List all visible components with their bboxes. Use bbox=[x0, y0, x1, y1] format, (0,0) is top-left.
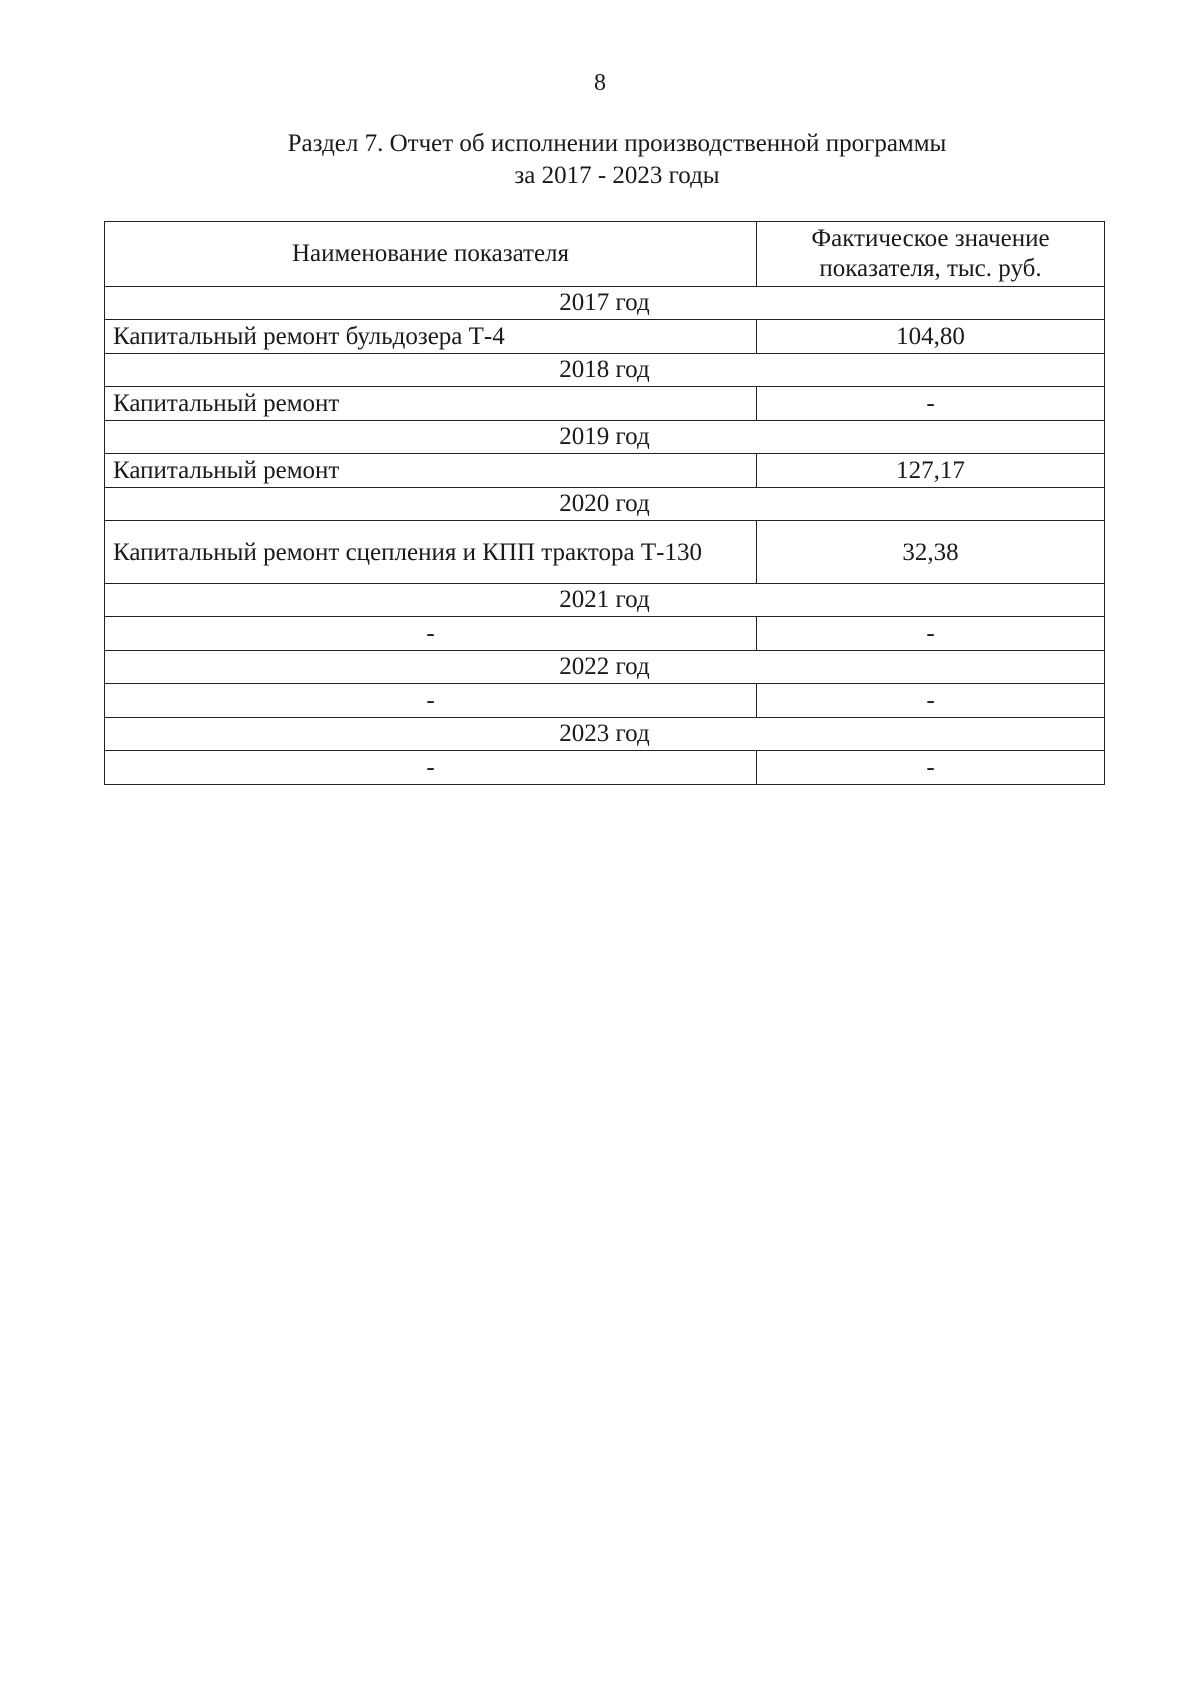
indicator-name-cell: - bbox=[105, 684, 757, 718]
indicator-name-cell: Капитальный ремонт bbox=[105, 387, 757, 421]
table-row bbox=[105, 521, 1105, 584]
table-row bbox=[105, 320, 1105, 354]
indicator-value-cell: - bbox=[757, 387, 1105, 421]
year-label: 2021 год bbox=[105, 584, 1105, 617]
year-label: 2019 год bbox=[105, 421, 1105, 454]
section-title-line-1: Раздел 7. Отчет об исполнении производственной программы bbox=[287, 130, 947, 157]
indicator-name-cell: Капитальный ремонт bbox=[105, 454, 757, 488]
year-label: 2020 год bbox=[105, 488, 1105, 521]
table-header-row bbox=[105, 222, 1105, 287]
section-title bbox=[0, 128, 1200, 192]
table-row bbox=[105, 387, 1105, 421]
table-row bbox=[105, 684, 1105, 718]
year-row-2019 bbox=[105, 421, 1105, 454]
header-indicator-name: Наименование показателя bbox=[105, 222, 757, 287]
indicator-value-cell: - bbox=[757, 751, 1105, 785]
page-number: 8 bbox=[594, 70, 606, 96]
year-label: 2018 год bbox=[105, 354, 1105, 387]
year-row-2021 bbox=[105, 584, 1105, 617]
indicator-name-cell: - bbox=[105, 617, 757, 651]
year-label: 2022 год bbox=[105, 651, 1105, 684]
year-row-2022 bbox=[105, 651, 1105, 684]
indicator-value-cell: 127,17 bbox=[757, 454, 1105, 488]
year-row-2017 bbox=[105, 287, 1105, 320]
year-row-2023 bbox=[105, 718, 1105, 751]
year-row-2020 bbox=[105, 488, 1105, 521]
year-row-2018 bbox=[105, 354, 1105, 387]
year-label: 2023 год bbox=[105, 718, 1105, 751]
section-title-line-2: за 2017 - 2023 годы bbox=[514, 162, 720, 189]
year-label: 2017 год bbox=[105, 287, 1105, 320]
table-row bbox=[105, 454, 1105, 488]
indicator-value-cell: - bbox=[757, 684, 1105, 718]
indicator-value-cell: 32,38 bbox=[757, 521, 1105, 584]
header-actual-value: Фактическое значение показателя, тыс. руб. bbox=[757, 222, 1105, 287]
table-row bbox=[105, 751, 1105, 785]
indicator-value-cell: 104,80 bbox=[757, 320, 1105, 354]
indicator-name-cell: - bbox=[105, 751, 757, 785]
indicator-name-cell: Капитальный ремонт сцепления и КПП трактора Т-130 bbox=[105, 521, 757, 584]
table-row bbox=[105, 617, 1105, 651]
production-program-report-table bbox=[104, 221, 1105, 785]
indicator-value-cell: - bbox=[757, 617, 1105, 651]
indicator-name-cell: Капитальный ремонт бульдозера Т-4 bbox=[105, 320, 757, 354]
